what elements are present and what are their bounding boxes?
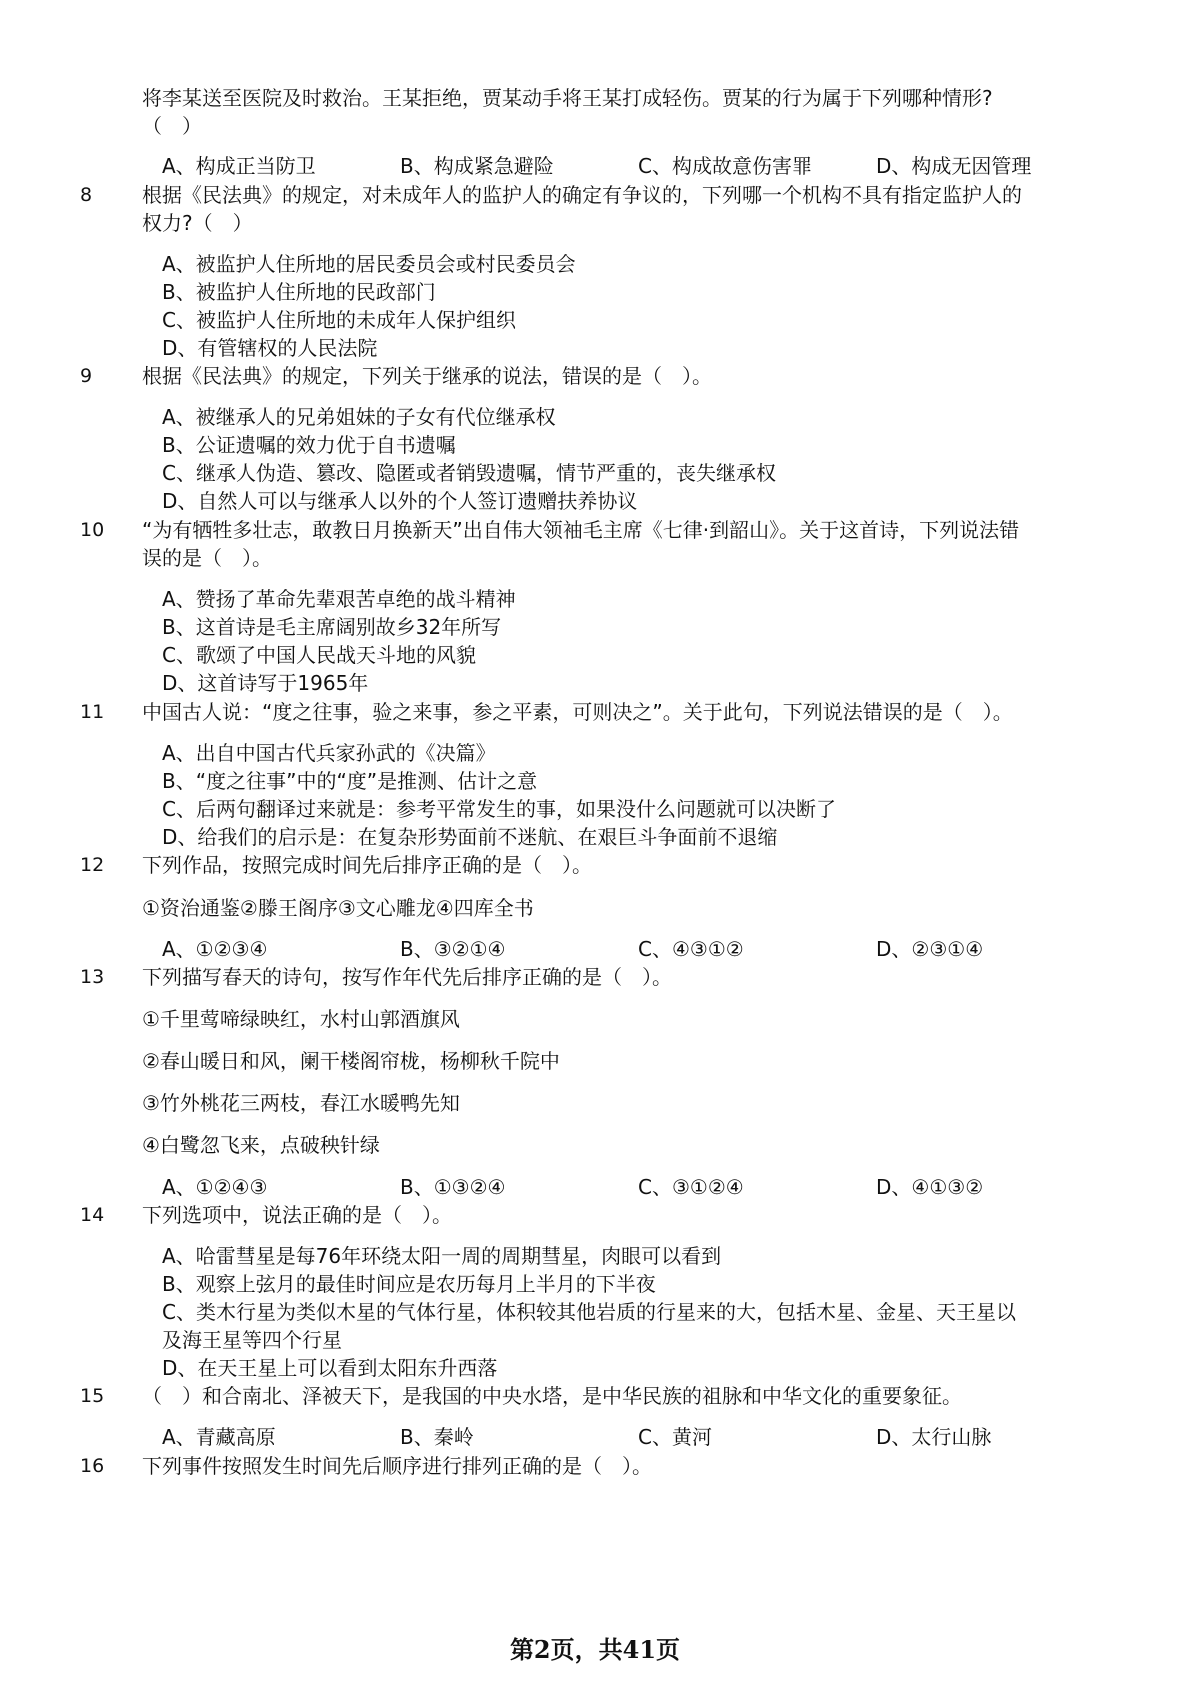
q10-option-d: D、这首诗写于1965年 xyxy=(162,671,369,695)
q12-option-a: A、①②③④ xyxy=(162,937,268,961)
q13-item-3: ③竹外桃花三两枝，春江水暖鸭先知 xyxy=(142,1091,460,1115)
q10-number: 10 xyxy=(80,519,105,541)
q7-stem-line2: （ ） xyxy=(142,114,202,138)
q12-option-b: B、③②①④ xyxy=(400,937,506,961)
q10-option-a: A、赞扬了革命先辈艰苦卓绝的战斗精神 xyxy=(162,587,516,611)
q15-stem-line1: （ ）和合南北、泽被天下，是我国的中央水塔，是中华民族的祖脉和中华文化的重要象征。 xyxy=(142,1384,962,1408)
q13-item-1: ①千里莺啼绿映红，水村山郭酒旗风 xyxy=(142,1007,460,1031)
q9-option-b: B、公证遗嘱的效力优于自书遗嘱 xyxy=(162,433,456,457)
q12-stem-line1: 下列作品，按照完成时间先后排序正确的是（ ）。 xyxy=(142,853,592,877)
q15-option-c: C、黄河 xyxy=(638,1425,712,1449)
q14-number: 14 xyxy=(80,1204,105,1226)
q12-option-c: C、④③①② xyxy=(638,937,744,961)
q10-option-c: C、歌颂了中国人民战天斗地的风貌 xyxy=(162,643,476,667)
q16-number: 16 xyxy=(80,1455,105,1477)
q14-option-d: D、在天王星上可以看到太阳东升西落 xyxy=(162,1356,498,1380)
q13-stem-line1: 下列描写春天的诗句，按写作年代先后排序正确的是（ ）。 xyxy=(142,965,672,989)
q11-option-d: D、给我们的启示是：在复杂形势面前不迷航、在艰巨斗争面前不退缩 xyxy=(162,825,778,849)
q7-stem-line1: 将李某送至医院及时救治。王某拒绝，贾某动手将王某打成轻伤。贾某的行为属于下列哪种情形? xyxy=(142,86,993,110)
q7-option-d: D、构成无因管理 xyxy=(876,154,1032,178)
q7-option-c: C、构成故意伤害罪 xyxy=(638,154,812,178)
q9-option-c: C、继承人伪造、篡改、隐匿或者销毁遗嘱，情节严重的，丧失继承权 xyxy=(162,461,776,485)
q9-option-a: A、被继承人的兄弟姐妹的子女有代位继承权 xyxy=(162,405,556,429)
q15-option-a: A、青藏高原 xyxy=(162,1425,276,1449)
q14-option-a: A、哈雷彗星是每76年环绕太阳一周的周期彗星，肉眼可以看到 xyxy=(162,1244,722,1268)
q8-option-a: A、被监护人住所地的居民委员会或村民委员会 xyxy=(162,252,576,276)
q8-number: 8 xyxy=(80,184,93,206)
q10-option-b: B、这首诗是毛主席阔别故乡32年所写 xyxy=(162,615,502,639)
q7-option-b: B、构成紧急避险 xyxy=(400,154,554,178)
q10-stem-line2: 误的是（ ）。 xyxy=(142,546,272,570)
q13-option-c: C、③①②④ xyxy=(638,1175,744,1199)
q11-number: 11 xyxy=(80,701,105,723)
q9-number: 9 xyxy=(80,365,93,387)
q12-option-d: D、②③①④ xyxy=(876,937,984,961)
q9-option-d: D、自然人可以与继承人以外的个人签订遗赠扶养协议 xyxy=(162,489,638,513)
q8-stem-line1: 根据《民法典》的规定，对未成年人的监护人的确定有争议的，下列哪一个机构不具有指定监护人的 xyxy=(142,183,1022,207)
q11-option-b: B、“度之往事”中的“度”是推测、估计之意 xyxy=(162,769,538,793)
q8-stem-line2: 权力?（ ） xyxy=(142,211,253,235)
q11-stem-line1: 中国古人说：“度之往事，验之来事，参之平素，可则决之”。关于此句，下列说法错误的是（ ）。 xyxy=(142,700,1013,724)
q13-option-b: B、①③②④ xyxy=(400,1175,506,1199)
q11-option-a: A、出自中国古代兵家孙武的《决篇》 xyxy=(162,741,496,765)
q15-number: 15 xyxy=(80,1385,105,1407)
q9-stem-line1: 根据《民法典》的规定，下列关于继承的说法，错误的是（ ）。 xyxy=(142,364,712,388)
q12-item: ①资治通鉴②滕王阁序③文心雕龙④四库全书 xyxy=(142,896,534,920)
q16-stem-line1: 下列事件按照发生时间先后顺序进行排列正确的是（ ）。 xyxy=(142,1454,652,1478)
q14-option-b: B、观察上弦月的最佳时间应是农历每月上半月的下半夜 xyxy=(162,1272,656,1296)
q13-number: 13 xyxy=(80,966,105,988)
q14-option-c-cont: 及海王星等四个行星 xyxy=(162,1328,342,1352)
q11-option-c: C、后两句翻译过来就是：参考平常发生的事，如果没什么问题就可以决断了 xyxy=(162,797,836,821)
q13-option-d: D、④①③② xyxy=(876,1175,984,1199)
q13-item-2: ②春山暖日和风，阑干楼阁帘栊，杨柳秋千院中 xyxy=(142,1049,560,1073)
q14-option-c: C、类木行星为类似木星的气体行星，体积较其他岩质的行星来的大，包括木星、金星、天王星以 xyxy=(162,1300,1016,1324)
q8-option-d: D、有管辖权的人民法院 xyxy=(162,336,378,360)
q13-item-4: ④白鹭忽飞来，点破秧针绿 xyxy=(142,1133,380,1157)
q8-option-b: B、被监护人住所地的民政部门 xyxy=(162,280,436,304)
q15-option-d: D、太行山脉 xyxy=(876,1425,992,1449)
q15-option-b: B、秦岭 xyxy=(400,1425,474,1449)
q8-option-c: C、被监护人住所地的未成年人保护组织 xyxy=(162,308,516,332)
q13-option-a: A、①②④③ xyxy=(162,1175,268,1199)
page-footer: 第2页，共41页 xyxy=(509,1635,681,1664)
q7-option-a: A、构成正当防卫 xyxy=(162,154,316,178)
q10-stem-line1: “为有牺牲多壮志，敢教日月换新天”出自伟大领袖毛主席《七律·到韶山》。关于这首诗，下列说法错 xyxy=(142,518,1020,542)
q12-number: 12 xyxy=(80,854,105,876)
q14-stem-line1: 下列选项中，说法正确的是（ ）。 xyxy=(142,1203,452,1227)
